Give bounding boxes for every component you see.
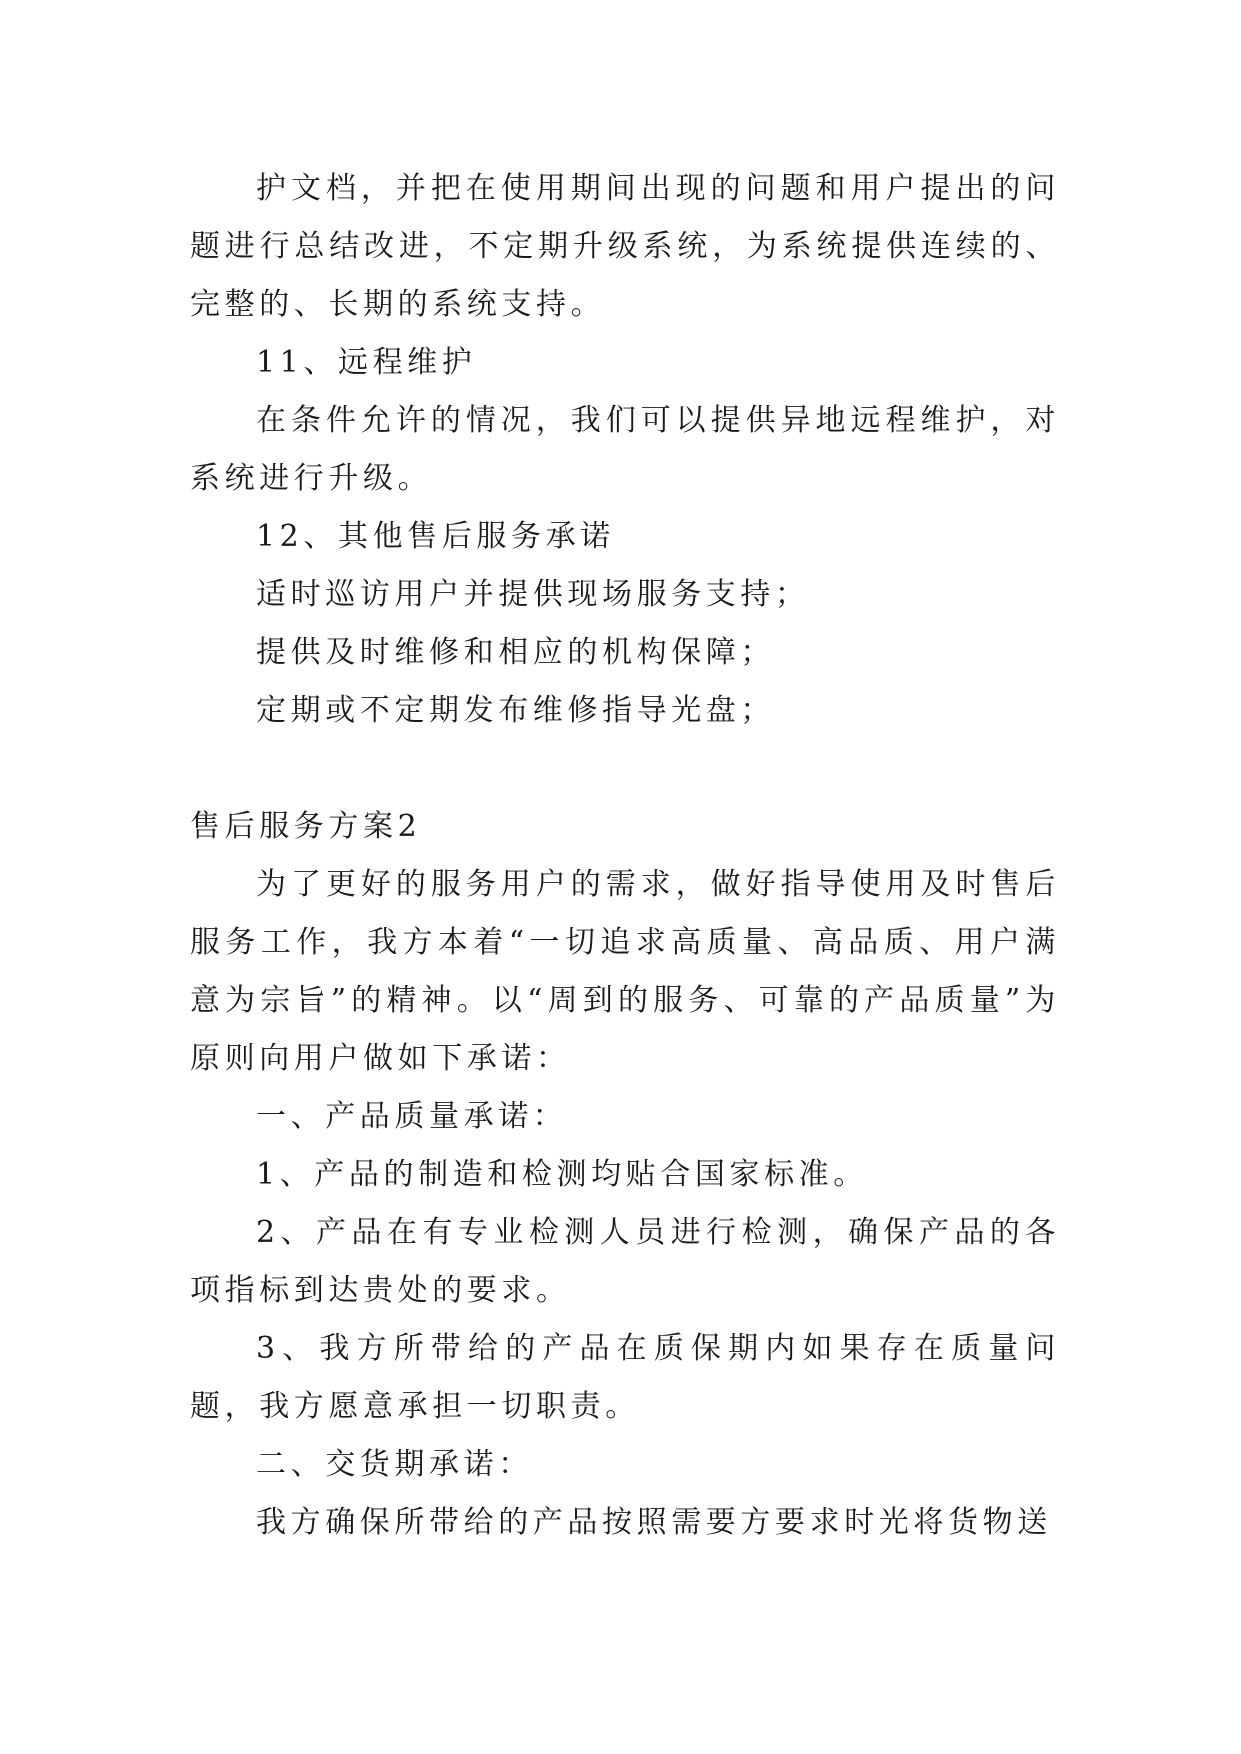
paragraph-delivery: 我方确保所带给的产品按照需要方要求时光将货物送 — [256, 1505, 1052, 1540]
list-item-repair-disc: 定期或不定期发布维修指导光盘； — [256, 693, 775, 728]
list-item-quality-1: 1、产品的制造和检测均贴合国家标准。 — [256, 1157, 868, 1192]
heading-remote-maintenance: 11、远程维护 — [256, 345, 477, 380]
document-body — [190, 160, 1060, 1552]
heading-quality-commitment: 一、产品质量承诺： — [256, 1099, 568, 1134]
list-item-onsite-visits: 适时巡访用户并提供现场服务支持； — [256, 577, 810, 612]
paragraph-intro-commitment: 为了更好的服务用户的需求，做好指导使用及时售后服务工作，我方本着“一切追求高质量、高品质、用户满意为宗旨”的精神。以“周到的服务、可靠的产品质量”为原则向用户做如下承诺： — [190, 867, 1060, 1076]
list-item-repair-guarantee: 提供及时维修和相应的机构保障； — [256, 635, 775, 670]
section-title-plan-2: 售后服务方案2 — [190, 809, 422, 844]
list-item-quality-2: 2、产品在有专业检测人员进行检测，确保产品的各项指标到达贵处的要求。 — [190, 1215, 1060, 1308]
list-item-quality-3: 3、我方所带给的产品在质保期内如果存在质量问题，我方愿意承担一切职责。 — [190, 1331, 1060, 1424]
paragraph-maintenance-docs: 护文档，并把在使用期间出现的问题和用户提出的问题进行总结改进，不定期升级系统，为系统提供连续的、完整的、长期的系统支持。 — [190, 171, 1060, 322]
heading-other-commitments: 12、其他售后服务承诺 — [256, 519, 615, 554]
heading-delivery-commitment: 二、交货期承诺： — [256, 1447, 533, 1482]
paragraph-remote-maintenance: 在条件允许的情况，我们可以提供异地远程维护，对系统进行升级。 — [190, 403, 1060, 496]
